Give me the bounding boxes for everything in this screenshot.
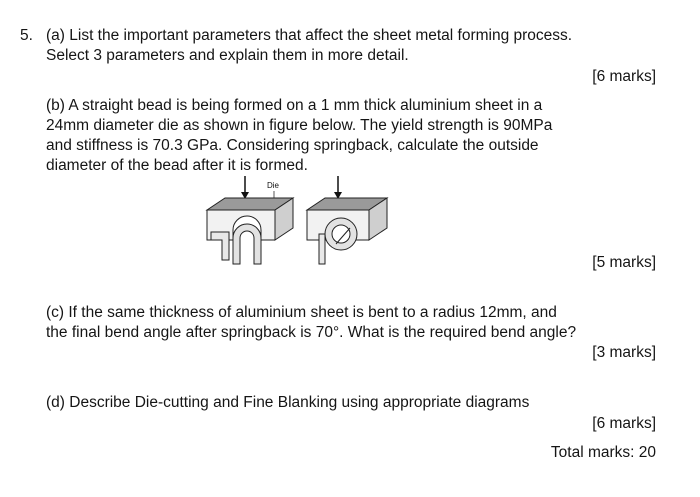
part-b-line-4: diameter of the bead after it is formed. (46, 157, 308, 174)
part-b-line-2: 24mm diameter die as shown in figure below. The yield strength is 90MPa (46, 117, 553, 134)
part-b-line-1: (b) A straight bead is being formed on a 1 mm thick aluminium sheet in a (46, 97, 543, 114)
total-marks: Total marks: 20 (550, 444, 656, 461)
part-c-line-2: the final bend angle after springback is 70°. What is the required bend angle? (46, 324, 577, 341)
part-a-line-1: (a) List the important parameters that affect the sheet metal forming process. (46, 27, 573, 44)
part-d-marks: [6 marks] (592, 415, 656, 432)
part-b-marks: [5 marks] (592, 254, 656, 271)
bead-forming-diagram (195, 172, 395, 272)
die-label: Die (267, 181, 280, 190)
part-d-line-1: (d) Describe Die-cutting and Fine Blanking using appropriate diagrams (46, 394, 530, 411)
part-a-marks: [6 marks] (592, 68, 656, 85)
question-number: 5. (20, 27, 33, 44)
part-c-marks: [3 marks] (592, 344, 656, 361)
part-c-line-1: (c) If the same thickness of aluminium sheet is bent to a radius 12mm, and (46, 304, 557, 321)
part-a-line-2: Select 3 parameters and explain them in more detail. (46, 47, 409, 64)
part-b-line-3: and stiffness is 70.3 GPa. Considering springback, calculate the outside (46, 137, 539, 154)
